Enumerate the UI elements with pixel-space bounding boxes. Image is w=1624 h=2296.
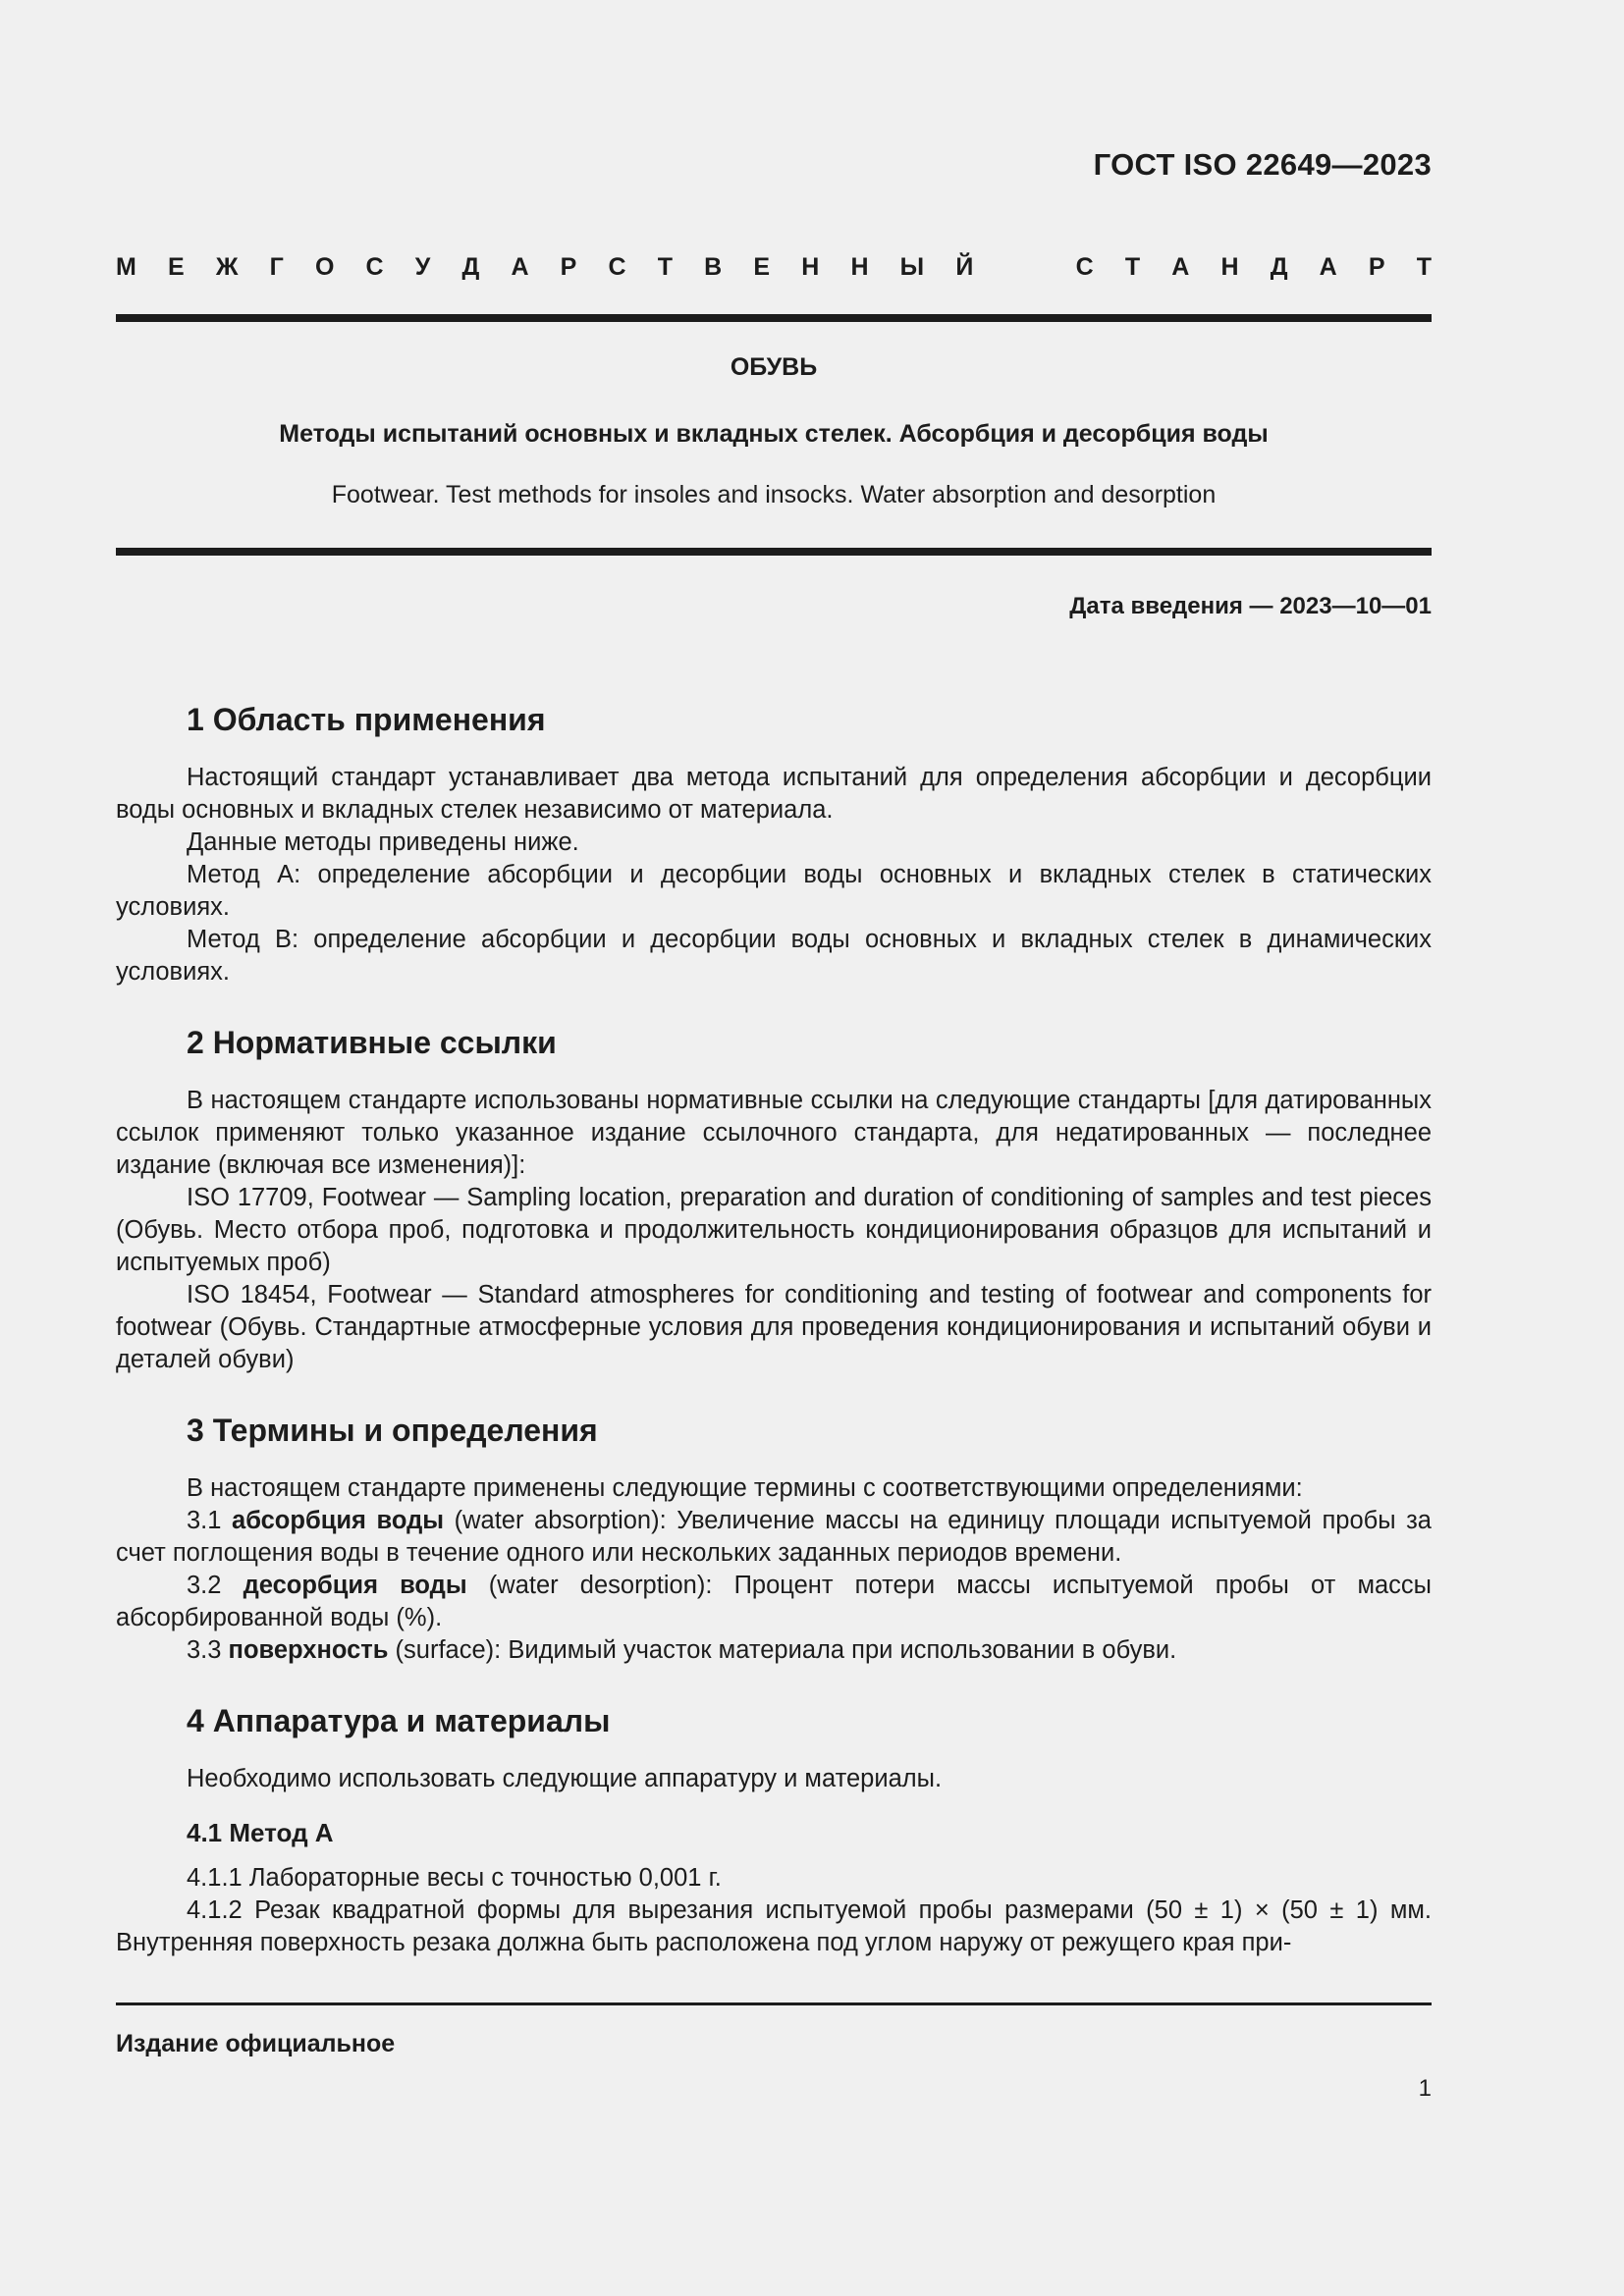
term-number: 3.2 xyxy=(187,1572,244,1599)
banner-letter: Й xyxy=(955,253,974,281)
banner-letter: Е xyxy=(167,253,185,281)
banner-letter: С xyxy=(608,253,626,281)
document-title-main: ОБУВЬ xyxy=(730,353,818,381)
term-number: 3.3 xyxy=(187,1636,229,1664)
term-number: 3.1 xyxy=(187,1507,233,1534)
banner-letter: Д xyxy=(1270,253,1288,281)
term: десорбция воды xyxy=(243,1572,467,1599)
page-number: 1 xyxy=(1418,2075,1432,2102)
term-definition xyxy=(116,1634,1432,1667)
banner-letter: Г xyxy=(269,253,284,281)
banner-letter: Н xyxy=(850,253,869,281)
official-edition-label: Издание официальное xyxy=(116,2030,396,2057)
banner-letter: Н xyxy=(801,253,820,281)
banner-letter: Ы xyxy=(899,253,925,281)
banner-letter: Р xyxy=(560,253,577,281)
banner-letter: Н xyxy=(1220,253,1239,281)
banner-letter: Р xyxy=(1368,253,1385,281)
banner-letter: Т xyxy=(657,253,674,281)
banner-gap xyxy=(1004,253,1044,282)
section-apparatus xyxy=(116,1700,1432,1959)
banner-letter: С xyxy=(1075,253,1094,281)
definition: (water desorption): Процент потери массы испытуемой пробы от массы абсорбированной воды (%). xyxy=(116,1572,1432,1631)
term: абсорбция воды xyxy=(232,1507,445,1534)
banner-letter: А xyxy=(1171,253,1190,281)
section-heading: 1 Область применения xyxy=(187,702,546,737)
term-definition xyxy=(116,1505,1432,1570)
section-heading: 4 Аппаратура и материалы xyxy=(187,1703,611,1738)
paragraph: В настоящем стандарте применены следующие термины с соответствующими определениями: xyxy=(187,1474,1303,1502)
banner-letter: Ж xyxy=(215,253,239,281)
section-normative-references xyxy=(116,1022,1432,1376)
footer-rule xyxy=(116,2002,1432,2005)
section-heading: 3 Термины и определения xyxy=(187,1413,598,1448)
section-heading: 2 Нормативные ссылки xyxy=(187,1025,557,1060)
paragraph: В настоящем стандарте использованы нормативные ссылки на следующие стандарты [для датированных ссылок применяют только указанное издание ссылочного стандарта, для недатированных — последнее издание (включая все изменения)]: xyxy=(116,1087,1432,1179)
banner-letter: С xyxy=(365,253,384,281)
paragraph: Необходимо использовать следующие аппаратуру и материалы. xyxy=(187,1765,943,1792)
banner-letter: Т xyxy=(1416,253,1432,281)
banner-letter: А xyxy=(511,253,529,281)
paragraph: Данные методы приведены ниже. xyxy=(187,828,579,856)
term: поверхность xyxy=(228,1636,389,1664)
document-title-ru: Методы испытаний основных и вкладных стелек. Абсорбция и десорбция воды xyxy=(279,420,1269,448)
introduction-date: Дата введения — 2023—10—01 xyxy=(1069,593,1432,619)
paragraph: 4.1.1 Лабораторные весы с точностью 0,001 г. xyxy=(187,1864,722,1892)
paragraph: 4.1.2 Резак квадратной формы для вырезания испытуемой пробы размерами (50 ± 1) × (50 ± 1) мм. Внутренняя поверхность резака должна быть расположена под углом наружу от режущего края при- xyxy=(116,1896,1432,1956)
definition: (surface): Видимый участок материала при использовании в обуви. xyxy=(388,1636,1177,1664)
paragraph: ISO 17709, Footwear — Sampling location, preparation and duration of conditioning of samples and test pieces (Обувь. Место отбора проб, подготовка и продолжительность кондиционирования образцов для испытаний и испытуемых проб) xyxy=(116,1184,1432,1276)
interstate-standard-banner xyxy=(116,253,1432,282)
title-rule xyxy=(116,548,1432,556)
document-body xyxy=(116,699,1432,1959)
paragraph: Настоящий стандарт устанавливает два метода испытаний для определения абсорбции и десорбции воды основных и вкладных стелек независимо от материала. xyxy=(116,764,1432,824)
paragraph: Метод В: определение абсорбции и десорбции воды основных и вкладных стелек в динамических условиях. xyxy=(116,926,1432,986)
banner-letter: М xyxy=(116,253,136,281)
banner-letter: Е xyxy=(753,253,771,281)
paragraph: Метод А: определение абсорбции и десорбции воды основных и вкладных стелек в статических условиях. xyxy=(116,861,1432,921)
top-rule xyxy=(116,314,1432,322)
banner-letter: Д xyxy=(461,253,480,281)
banner-letter: Т xyxy=(1124,253,1141,281)
paragraph: ISO 18454, Footwear — Standard atmospheres for conditioning and testing of footwear and components for footwear (Обувь. Стандартные атмосферные условия для проведения кондиционирования и испытаний обуви и деталей обуви) xyxy=(116,1281,1432,1373)
standard-code: ГОСТ ISO 22649—2023 xyxy=(1093,147,1432,182)
section-scope xyxy=(116,699,1432,988)
subsection-heading: 4.1 Метод А xyxy=(187,1818,334,1847)
definition: (water absorption): Увеличение массы на единицу площади испытуемой пробы за счет поглощения воды в течение одного или нескольких заданных периодов времени. xyxy=(116,1507,1432,1567)
banner-letter: У xyxy=(414,253,431,281)
banner-letter: А xyxy=(1319,253,1337,281)
banner-letter: В xyxy=(704,253,723,281)
section-terms xyxy=(116,1410,1432,1667)
banner-letter: О xyxy=(314,253,335,281)
term-definition xyxy=(116,1570,1432,1634)
document-title-en: Footwear. Test methods for insoles and insocks. Water absorption and desorption xyxy=(331,481,1217,508)
